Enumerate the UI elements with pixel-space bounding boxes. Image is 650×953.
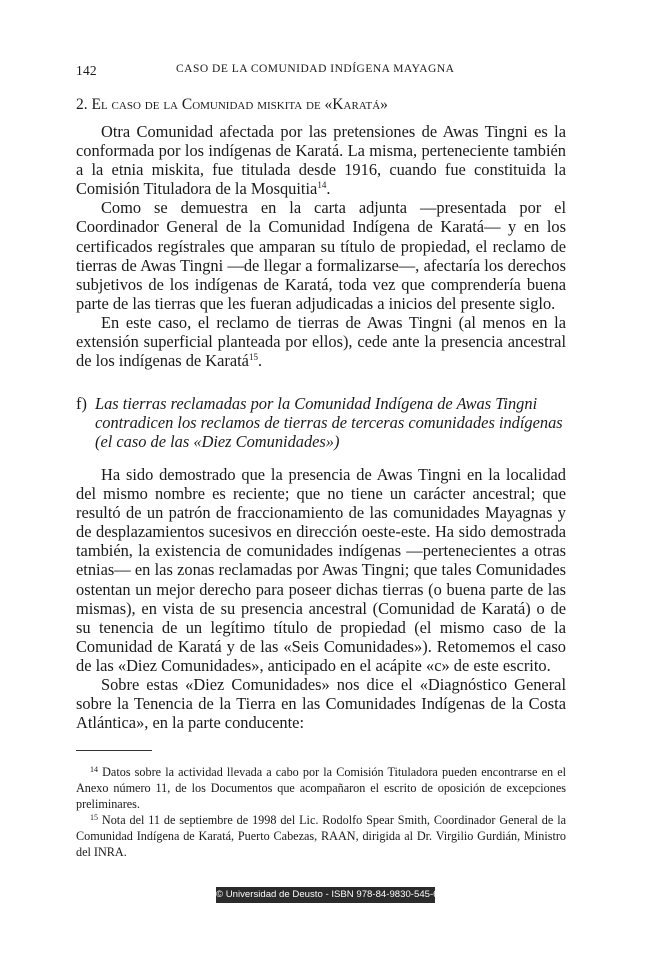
footnotes bbox=[76, 764, 566, 860]
body-text-1 bbox=[76, 122, 566, 370]
footnote: $^{15}$ Nota del 11 de septiembre de 1998 del Lic. Rodolfo Spear Smith, Coordinador General de la Comunidad Indígena de Karatá, Puerto Cabezas, RAAN, dirigida al Dr. Virgilio Gurdián, Ministro del INRA. bbox=[76, 813, 567, 859]
footnote-ref: 15 bbox=[248, 352, 258, 363]
footnote-ref: 14 bbox=[317, 180, 327, 191]
copyright-bar: © Universidad de Deusto - ISBN 978-84-9830-545-6 bbox=[216, 887, 435, 903]
section-title-part1: El caso de la Comunidad bbox=[91, 96, 258, 113]
subsection-label: f) bbox=[76, 394, 87, 413]
body-text-2 bbox=[76, 465, 566, 732]
running-title: CASO DE LA COMUNIDAD INDÍGENA MAYAGNA bbox=[176, 63, 455, 75]
page-number: 142 bbox=[76, 63, 97, 78]
paragraph: Como se demuestra en la carta adjunta —presentada por el Coordinador General de la Comunidad Indígena de Karatá— y en los certificados regístrales que amparan su título de propiedad, el reclamo de tierras de Awas Tingni —de llegar a formalizarse—, afectaría los derechos subjetivos de los indígenas de Karatá, toda vez que comprendería buena parte de las tierras que les fueran adjudicadas a inicios del presente siglo. bbox=[76, 198, 566, 313]
paragraph: En este caso, el reclamo de tierras de Awas Tingni (al menos en la extensión superficial planteada por ellos), cede ante la presencia ancestral de los indígenas de Karatá$^{15}$. bbox=[76, 312, 566, 371]
subsection-heading bbox=[76, 394, 566, 451]
subsection-title: Las tierras reclamadas por la Comunidad Indígena de Awas Tingni contradicen los reclamos de tierras de terceras comunidades indígenas (el caso de las «Diez Comunidades») bbox=[95, 394, 563, 452]
section-heading bbox=[76, 96, 388, 114]
section-title-part2: miskita de «Karatá» bbox=[257, 96, 388, 113]
paragraph: Sobre estas «Diez Comunidades» nos dice el «Diagnóstico General sobre la Tenencia de la Tierra en las Comunidades Indígenas de la Costa Atlántica», en la parte conducente: bbox=[76, 675, 566, 733]
paragraph: Ha sido demostrado que la presencia de Awas Tingni en la localidad del mismo nombre es reciente; que no tiene un carácter ancestral; que resultó de un patrón de fraccionamiento de las comunidades Mayagnas y de desplazamientos sucesivos en dirección oeste-este. Ha sido demostrada también, la existencia de comunidades indígenas —pertenecientes a otras etnias— en las zonas reclamadas por Awas Tingni; que tales Comunidades ostentan un mejor derecho para poseer dichas tierras (o buena parte de las mismas), en vista de su presencia ancestral (Comunidad de Karatá) o de su tenencia de un legítimo título de propiedad (el mismo caso de la Comunidad de Karatá y de las «Seis Comunidades»). Retomemos el caso de las «Diez Comunidades», anticipado en el acápite «c» de este escrito. bbox=[76, 465, 566, 675]
section-number: 2. bbox=[76, 96, 88, 113]
footnote-divider bbox=[76, 750, 152, 751]
paragraph: Otra Comunidad afectada por las pretensiones de Awas Tingni es la conformada por los indígenas de Karatá. La misma, perteneciente también a la etnia miskita, fue titulada desde 1916, cuando fue constituida la Comisión Tituladora de la Mosquitia$^{14}$. bbox=[76, 122, 566, 199]
footnote: $^{14}$ Datos sobre la actividad llevada a cabo por la Comisión Tituladora pueden encontrarse en el Anexo número 11, de los Documentos que acompañaron el escrito de oposición de excepciones preliminares. bbox=[76, 765, 566, 811]
